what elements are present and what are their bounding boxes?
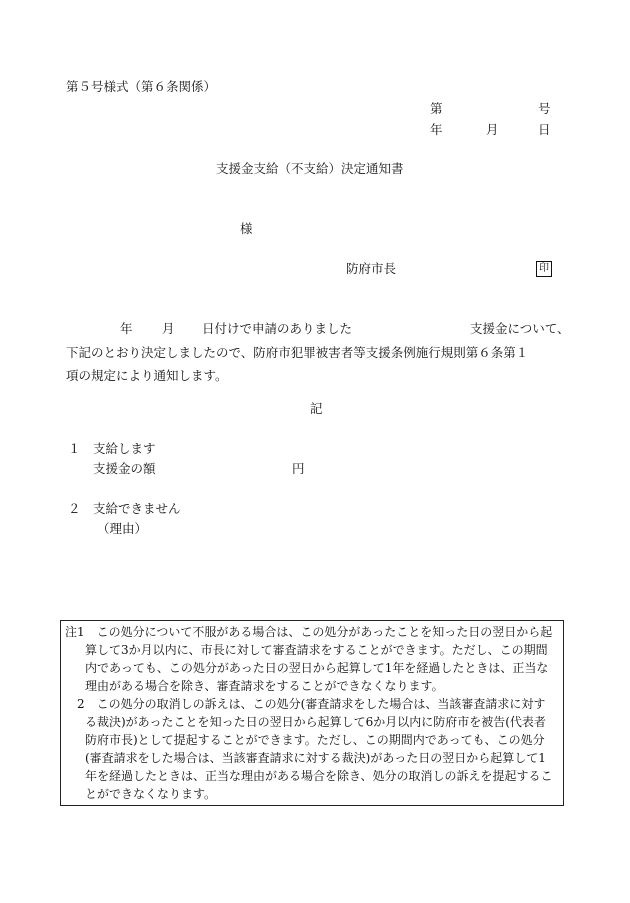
doc-number-go: 号 xyxy=(538,101,551,116)
ki-heading: 記 xyxy=(310,401,323,416)
document-title: 支援金支給（不支給）決定通知書 xyxy=(216,161,404,176)
notes-box xyxy=(60,620,564,806)
body-text xyxy=(66,318,576,387)
recipient-suffix: 様 xyxy=(240,221,253,236)
item2-label: 支給できません xyxy=(93,501,181,516)
doc-date-month: 月 xyxy=(486,122,499,137)
item1-number: １ xyxy=(68,441,81,456)
seal-stamp xyxy=(532,259,552,277)
seal-glyph: 印 xyxy=(536,261,552,277)
issuer: 防府市長 xyxy=(346,261,397,276)
doc-date-day: 日 xyxy=(538,122,551,137)
item2-reason: （理由） xyxy=(97,521,148,536)
body-line-2: 下記のとおり決定しましたので、防府市犯罪被害者等支援条例施行規則第６条第１ xyxy=(66,345,529,360)
note-2: 2 この処分の取消しの訴えは、この処分(審査請求をした場合は、当該審査請求に対する裁決)があったことを知った日の翌日から起算して6か月以内に防府市を被告(代表者 防府市長)として提起することができます。ただし、この期間内であっても、この処分(審査請求をした場合は、当該審査請求に対する裁決)があった日の翌日から起算して1年を経過したときは、正当な理由がある場合を除き、処分の取消しの訴えを提起することができなくなります。 xyxy=(77,697,558,801)
body-date-suffix: 日付けで申請のありました xyxy=(202,321,353,336)
note-1: 注1 この処分について不服がある場合は、この処分があったことを知った日の翌日から起算して3か月以内に、市長に対して審査請求をすることができます。ただし、この期間内であっても、この処分があった日の翌日から起算して1年を経過したときは、正当な理由がある場合を除き、審査請求をすることができなくなります。 xyxy=(65,625,553,693)
body-line-3: 項の規定により通知します。 xyxy=(66,368,228,383)
item1-amount-label: 支援金の額 xyxy=(93,461,156,476)
form-label: 第５号様式（第６条関係） xyxy=(66,79,217,94)
item1-unit: 円 xyxy=(292,461,305,476)
body-subject-suffix: 支援金について、 xyxy=(470,321,570,336)
doc-number-dai: 第 xyxy=(430,101,443,116)
item1-label: 支給します xyxy=(93,441,156,456)
doc-date-year: 年 xyxy=(430,122,443,137)
body-year: 年 xyxy=(120,321,133,336)
item2-number: ２ xyxy=(68,501,81,516)
body-month: 月 xyxy=(162,321,175,336)
